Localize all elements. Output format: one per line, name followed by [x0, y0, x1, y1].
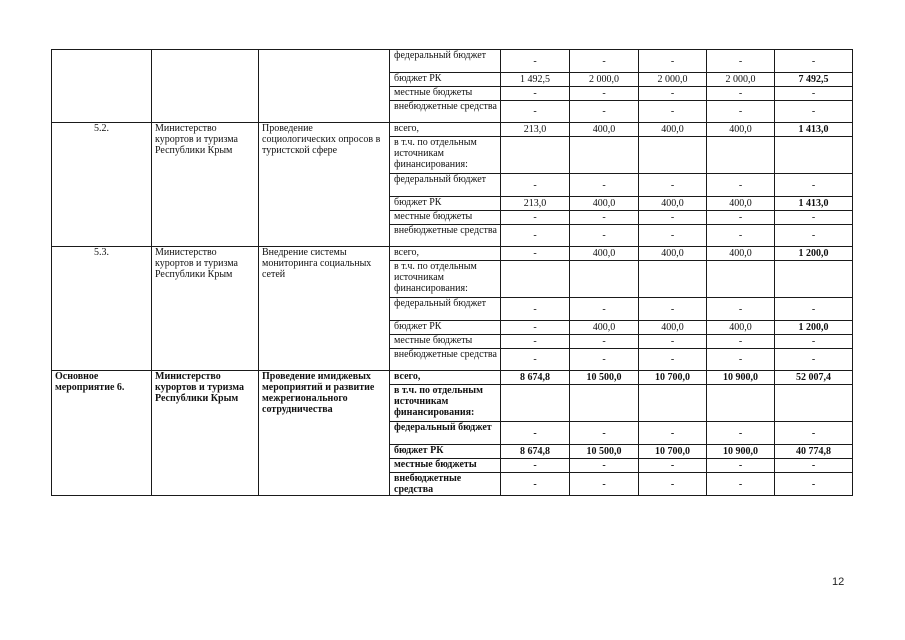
year-value-cell: -: [570, 50, 639, 73]
year-value-cell: 2 000,0: [707, 73, 775, 87]
year-value-cell: -: [570, 335, 639, 349]
year-value-cell: [501, 261, 570, 298]
year-value-cell: -: [501, 211, 570, 225]
total-cell: [775, 385, 853, 422]
total-cell: -: [775, 174, 853, 197]
year-value-cell: -: [501, 422, 570, 445]
total-cell: -: [775, 335, 853, 349]
year-value-cell: [707, 261, 775, 298]
year-value-cell: 400,0: [707, 247, 775, 261]
year-value-cell: 10 500,0: [570, 371, 639, 385]
item-number-cell: 5.3.: [52, 247, 152, 371]
year-value-cell: -: [707, 459, 775, 473]
year-value-cell: -: [501, 321, 570, 335]
year-value-cell: 400,0: [570, 321, 639, 335]
funding-source-cell: всего,: [390, 247, 501, 261]
total-cell: -: [775, 459, 853, 473]
year-value-cell: -: [501, 298, 570, 321]
year-value-cell: -: [639, 349, 707, 371]
total-cell: -: [775, 349, 853, 371]
funding-source-cell: внебюджетные средства: [390, 473, 501, 496]
year-value-cell: -: [707, 225, 775, 247]
year-value-cell: -: [639, 298, 707, 321]
year-value-cell: 400,0: [639, 247, 707, 261]
activity-cell: [259, 50, 390, 123]
year-value-cell: -: [639, 335, 707, 349]
year-value-cell: -: [707, 422, 775, 445]
year-value-cell: 400,0: [707, 123, 775, 137]
table-row: [52, 123, 853, 137]
executor-cell: Министерство курортов и туризма Республики Крым: [152, 247, 259, 371]
year-value-cell: -: [570, 422, 639, 445]
funding-source-cell: внебюджетные средства: [390, 101, 501, 123]
year-value-cell: [501, 137, 570, 174]
year-value-cell: 400,0: [707, 197, 775, 211]
year-value-cell: 2 000,0: [570, 73, 639, 87]
funding-source-cell: всего,: [390, 123, 501, 137]
year-value-cell: -: [501, 349, 570, 371]
year-value-cell: -: [570, 349, 639, 371]
table-row: [52, 247, 853, 261]
activity-cell: Проведение социологических опросов в туристской сфере: [259, 123, 390, 247]
year-value-cell: -: [639, 101, 707, 123]
year-value-cell: -: [501, 247, 570, 261]
year-value-cell: [570, 137, 639, 174]
activity-cell: Проведение имиджевых мероприятий и развитие межрегионального сотрудничества: [259, 371, 390, 496]
year-value-cell: -: [570, 473, 639, 496]
funding-source-cell: федеральный бюджет: [390, 298, 501, 321]
year-value-cell: -: [707, 298, 775, 321]
year-value-cell: 400,0: [639, 321, 707, 335]
year-value-cell: 10 900,0: [707, 371, 775, 385]
funding-source-cell: внебюджетные средства: [390, 225, 501, 247]
year-value-cell: -: [707, 349, 775, 371]
year-value-cell: [707, 137, 775, 174]
item-number-cell: [52, 50, 152, 123]
page-number: 12: [832, 576, 845, 588]
year-value-cell: [639, 261, 707, 298]
funding-source-cell: местные бюджеты: [390, 335, 501, 349]
year-value-cell: 2 000,0: [639, 73, 707, 87]
year-value-cell: 213,0: [501, 123, 570, 137]
total-cell: -: [775, 422, 853, 445]
total-cell: -: [775, 473, 853, 496]
year-value-cell: 8 674,8: [501, 445, 570, 459]
year-value-cell: -: [501, 101, 570, 123]
year-value-cell: -: [639, 50, 707, 73]
year-value-cell: [639, 385, 707, 422]
year-value-cell: 8 674,8: [501, 371, 570, 385]
total-cell: -: [775, 225, 853, 247]
funding-source-cell: внебюджетные средства: [390, 349, 501, 371]
year-value-cell: -: [639, 87, 707, 101]
year-value-cell: -: [707, 174, 775, 197]
year-value-cell: 400,0: [639, 123, 707, 137]
funding-source-cell: местные бюджеты: [390, 211, 501, 225]
year-value-cell: -: [501, 225, 570, 247]
total-cell: -: [775, 101, 853, 123]
year-value-cell: 10 700,0: [639, 445, 707, 459]
year-value-cell: -: [570, 225, 639, 247]
table-row: [52, 371, 853, 385]
year-value-cell: [570, 261, 639, 298]
year-value-cell: 1 492,5: [501, 73, 570, 87]
total-cell: -: [775, 87, 853, 101]
year-value-cell: [501, 385, 570, 422]
year-value-cell: -: [570, 174, 639, 197]
budget-table: [51, 49, 853, 496]
total-cell: 52 007,4: [775, 371, 853, 385]
total-cell: [775, 261, 853, 298]
year-value-cell: -: [639, 473, 707, 496]
year-value-cell: -: [501, 174, 570, 197]
funding-source-cell: местные бюджеты: [390, 87, 501, 101]
year-value-cell: 400,0: [570, 197, 639, 211]
year-value-cell: -: [501, 459, 570, 473]
activity-cell: Внедрение системы мониторинга социальных сетей: [259, 247, 390, 371]
year-value-cell: 213,0: [501, 197, 570, 211]
funding-source-cell: федеральный бюджет: [390, 422, 501, 445]
year-value-cell: [639, 137, 707, 174]
year-value-cell: -: [707, 473, 775, 496]
year-value-cell: -: [501, 473, 570, 496]
funding-source-cell: бюджет РК: [390, 197, 501, 211]
year-value-cell: -: [639, 211, 707, 225]
executor-cell: Министерство курортов и туризма Республики Крым: [152, 371, 259, 496]
funding-source-cell: в т.ч. по отдельным источникам финансирования:: [390, 385, 501, 422]
year-value-cell: -: [570, 101, 639, 123]
year-value-cell: -: [639, 459, 707, 473]
total-cell: 1 413,0: [775, 123, 853, 137]
year-value-cell: -: [570, 87, 639, 101]
year-value-cell: -: [570, 211, 639, 225]
year-value-cell: -: [707, 87, 775, 101]
funding-source-cell: в т.ч. по отдельным источникам финансирования:: [390, 261, 501, 298]
year-value-cell: -: [707, 101, 775, 123]
total-cell: 1 413,0: [775, 197, 853, 211]
year-value-cell: 10 700,0: [639, 371, 707, 385]
year-value-cell: -: [707, 335, 775, 349]
year-value-cell: 400,0: [707, 321, 775, 335]
total-cell: -: [775, 50, 853, 73]
year-value-cell: [707, 385, 775, 422]
funding-source-cell: бюджет РК: [390, 73, 501, 87]
year-value-cell: -: [570, 459, 639, 473]
funding-source-cell: местные бюджеты: [390, 459, 501, 473]
funding-source-cell: бюджет РК: [390, 321, 501, 335]
year-value-cell: 400,0: [570, 247, 639, 261]
year-value-cell: -: [639, 422, 707, 445]
total-cell: -: [775, 298, 853, 321]
funding-source-cell: бюджет РК: [390, 445, 501, 459]
funding-source-cell: федеральный бюджет: [390, 174, 501, 197]
total-cell: 7 492,5: [775, 73, 853, 87]
year-value-cell: [570, 385, 639, 422]
year-value-cell: -: [570, 298, 639, 321]
year-value-cell: -: [707, 50, 775, 73]
executor-cell: [152, 50, 259, 123]
year-value-cell: -: [639, 174, 707, 197]
year-value-cell: 10 900,0: [707, 445, 775, 459]
funding-source-cell: всего,: [390, 371, 501, 385]
year-value-cell: 400,0: [570, 123, 639, 137]
year-value-cell: -: [501, 50, 570, 73]
item-number-cell: 5.2.: [52, 123, 152, 247]
year-value-cell: -: [707, 211, 775, 225]
item-number-cell: Основное мероприятие 6.: [52, 371, 152, 496]
year-value-cell: -: [501, 87, 570, 101]
total-cell: -: [775, 211, 853, 225]
executor-cell: Министерство курортов и туризма Республики Крым: [152, 123, 259, 247]
year-value-cell: 10 500,0: [570, 445, 639, 459]
total-cell: 1 200,0: [775, 321, 853, 335]
funding-source-cell: в т.ч. по отдельным источникам финансирования:: [390, 137, 501, 174]
year-value-cell: -: [501, 335, 570, 349]
year-value-cell: -: [639, 225, 707, 247]
funding-source-cell: федеральный бюджет: [390, 50, 501, 73]
total-cell: 1 200,0: [775, 247, 853, 261]
total-cell: [775, 137, 853, 174]
year-value-cell: 400,0: [639, 197, 707, 211]
table-row: [52, 50, 853, 73]
total-cell: 40 774,8: [775, 445, 853, 459]
